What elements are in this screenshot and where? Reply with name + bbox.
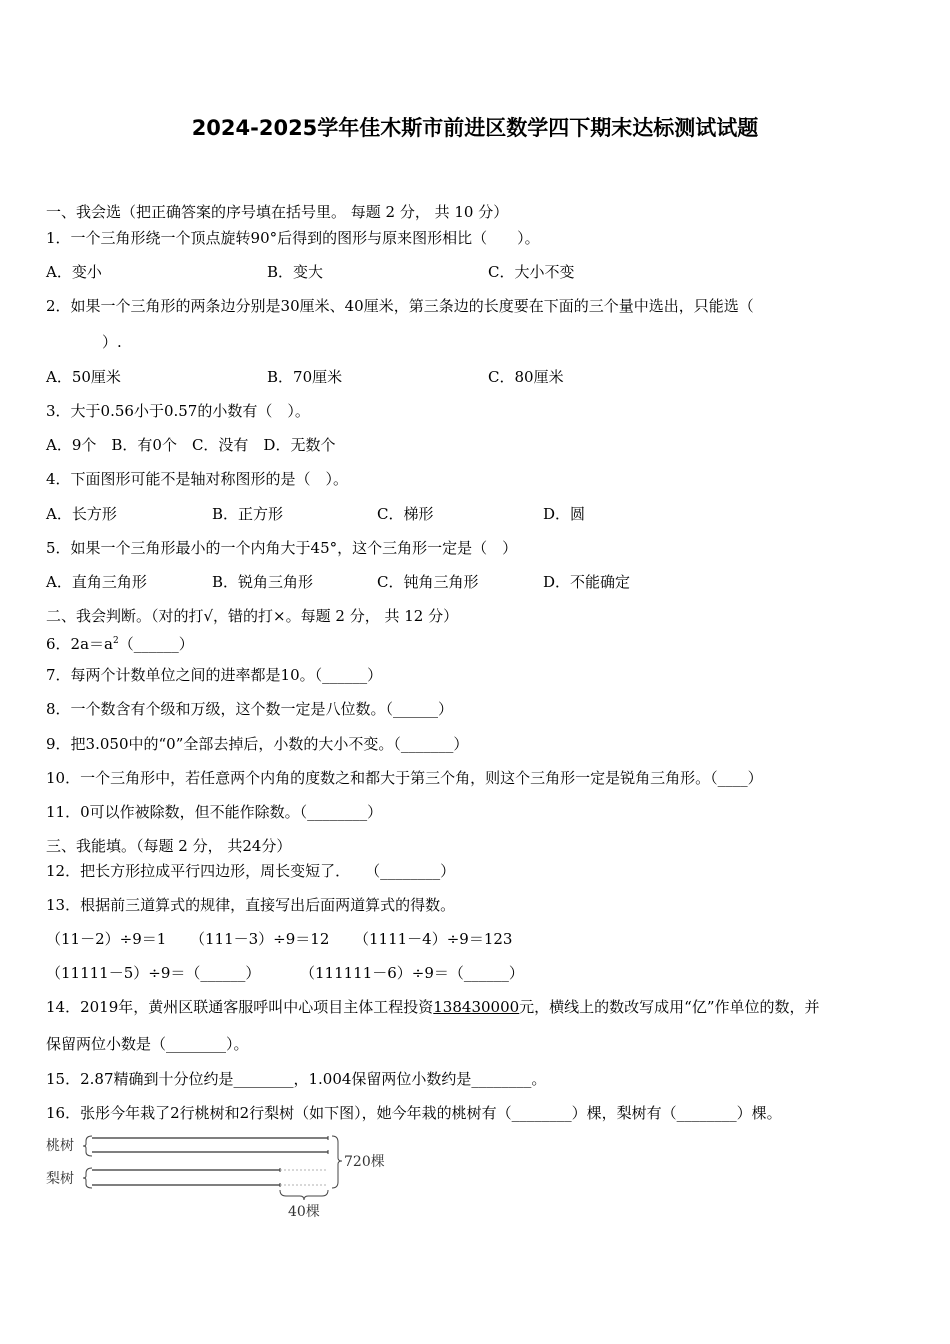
q5-option-b: B．锐角三角形 xyxy=(212,573,314,591)
brace-pear xyxy=(83,1168,92,1188)
q14-pre: 14．2019年，黄州区联通客服呼叫中心项目主体工程投资 xyxy=(46,998,434,1016)
q13-equation-3: （1111－4）÷9＝123 xyxy=(354,930,513,948)
brace-diff xyxy=(280,1190,328,1200)
question-11: 11．0可以作被除数，但不能作除数。（________） xyxy=(46,803,383,821)
q4-option-d: D．圆 xyxy=(543,505,586,523)
q2-option-c: C．80厘米 xyxy=(488,368,564,386)
question-6 xyxy=(46,631,194,654)
brace-total xyxy=(332,1136,342,1188)
q4-option-b: B．正方形 xyxy=(212,505,284,523)
q3-options: A．9个 B．有0个 C．没有 D．无数个 xyxy=(46,436,336,454)
q1-option-c: C．大小不变 xyxy=(488,263,575,281)
tree-diagram xyxy=(40,1128,400,1220)
q4-option-c: C．梯形 xyxy=(377,505,434,523)
diff-label: 40棵 xyxy=(288,1204,320,1220)
total-label: 720棵 xyxy=(344,1154,385,1170)
label-peach: 桃树 xyxy=(46,1138,74,1154)
question-15: 15．2.87精确到十分位约是________，1.004保留两位小数约是________。 xyxy=(46,1070,547,1088)
q6-post: （______） xyxy=(118,635,194,653)
q4-option-a: A．长方形 xyxy=(46,505,117,523)
q14-post: 元，横线上的数改写成用“亿”作单位的数，并 xyxy=(519,998,820,1016)
section-1-heading: 一、我会选（把正确答案的序号填在括号里。 每题 2 分， 共 10 分） xyxy=(46,203,509,221)
question-1: 1．一个三角形绕一个顶点旋转90°后得到的图形与原来图形相比（ ）。 xyxy=(46,229,540,247)
question-14 xyxy=(46,997,820,1017)
q13-equation-5: （111111－6）÷9＝（______） xyxy=(300,964,524,982)
q6-pre: 6．2a＝a xyxy=(46,635,113,653)
q5-option-c: C．钝角三角形 xyxy=(377,573,479,591)
question-9: 9．把3.050中的“0”全部去掉后，小数的大小不变。（_______） xyxy=(46,735,469,753)
q14-number: 138430000 xyxy=(433,998,520,1016)
question-2-cont: ）. xyxy=(102,333,122,351)
question-8: 8．一个数含有个级和万级，这个数一定是八位数。（______） xyxy=(46,700,454,718)
page-title: 2024-2025学年佳木斯市前进区数学四下期末达标测试试题 xyxy=(191,116,759,140)
q2-option-a: A．50厘米 xyxy=(46,368,121,386)
question-14-cont: 保留两位小数是（________）。 xyxy=(46,1035,249,1053)
question-3: 3．大于0.56小于0.57的小数有（ ）。 xyxy=(46,402,310,420)
question-4: 4．下面图形可能不是轴对称图形的是（ ）。 xyxy=(46,470,349,488)
question-10: 10．一个三角形中，若任意两个内角的度数之和都大于第三个角，则这个三角形一定是锐角三角形。（____） xyxy=(46,769,763,787)
q6-exponent: 2 xyxy=(112,636,119,646)
q13-equation-4: （11111－5）÷9＝（______） xyxy=(46,964,261,982)
section-2-heading: 二、我会判断。（对的打√，错的打×。每题 2 分， 共 12 分） xyxy=(46,607,459,625)
section-3-heading: 三、我能填。（每题 2 分， 共24分） xyxy=(46,837,292,855)
label-pear: 梨树 xyxy=(46,1171,74,1187)
question-12: 12．把长方形拉成平行四边形，周长变短了． （________） xyxy=(46,862,456,880)
q1-option-b: B．变大 xyxy=(267,263,324,281)
q13-equation-2: （111－3）÷9＝12 xyxy=(190,930,330,948)
question-2: 2．如果一个三角形的两条边分别是30厘米、40厘米，第三条边的长度要在下面的三个量中选出，只能选（ xyxy=(46,297,754,315)
brace-peach xyxy=(83,1136,92,1156)
question-13: 13．根据前三道算式的规律，直接写出后面两道算式的得数。 xyxy=(46,896,456,914)
question-7: 7．每两个计数单位之间的进率都是10。（______） xyxy=(46,666,383,684)
q5-option-a: A．直角三角形 xyxy=(46,573,147,591)
question-5: 5．如果一个三角形最小的一个内角大于45°，这个三角形一定是（ ） xyxy=(46,539,518,557)
q1-option-a: A．变小 xyxy=(46,263,102,281)
q2-option-b: B．70厘米 xyxy=(267,368,343,386)
q5-option-d: D．不能确定 xyxy=(543,573,631,591)
q13-equation-1: （11－2）÷9＝1 xyxy=(46,930,167,948)
question-16: 16．张彤今年栽了2行桃树和2行梨树（如下图），她今年栽的桃树有（________）棵，梨树有（________）棵。 xyxy=(46,1104,782,1122)
